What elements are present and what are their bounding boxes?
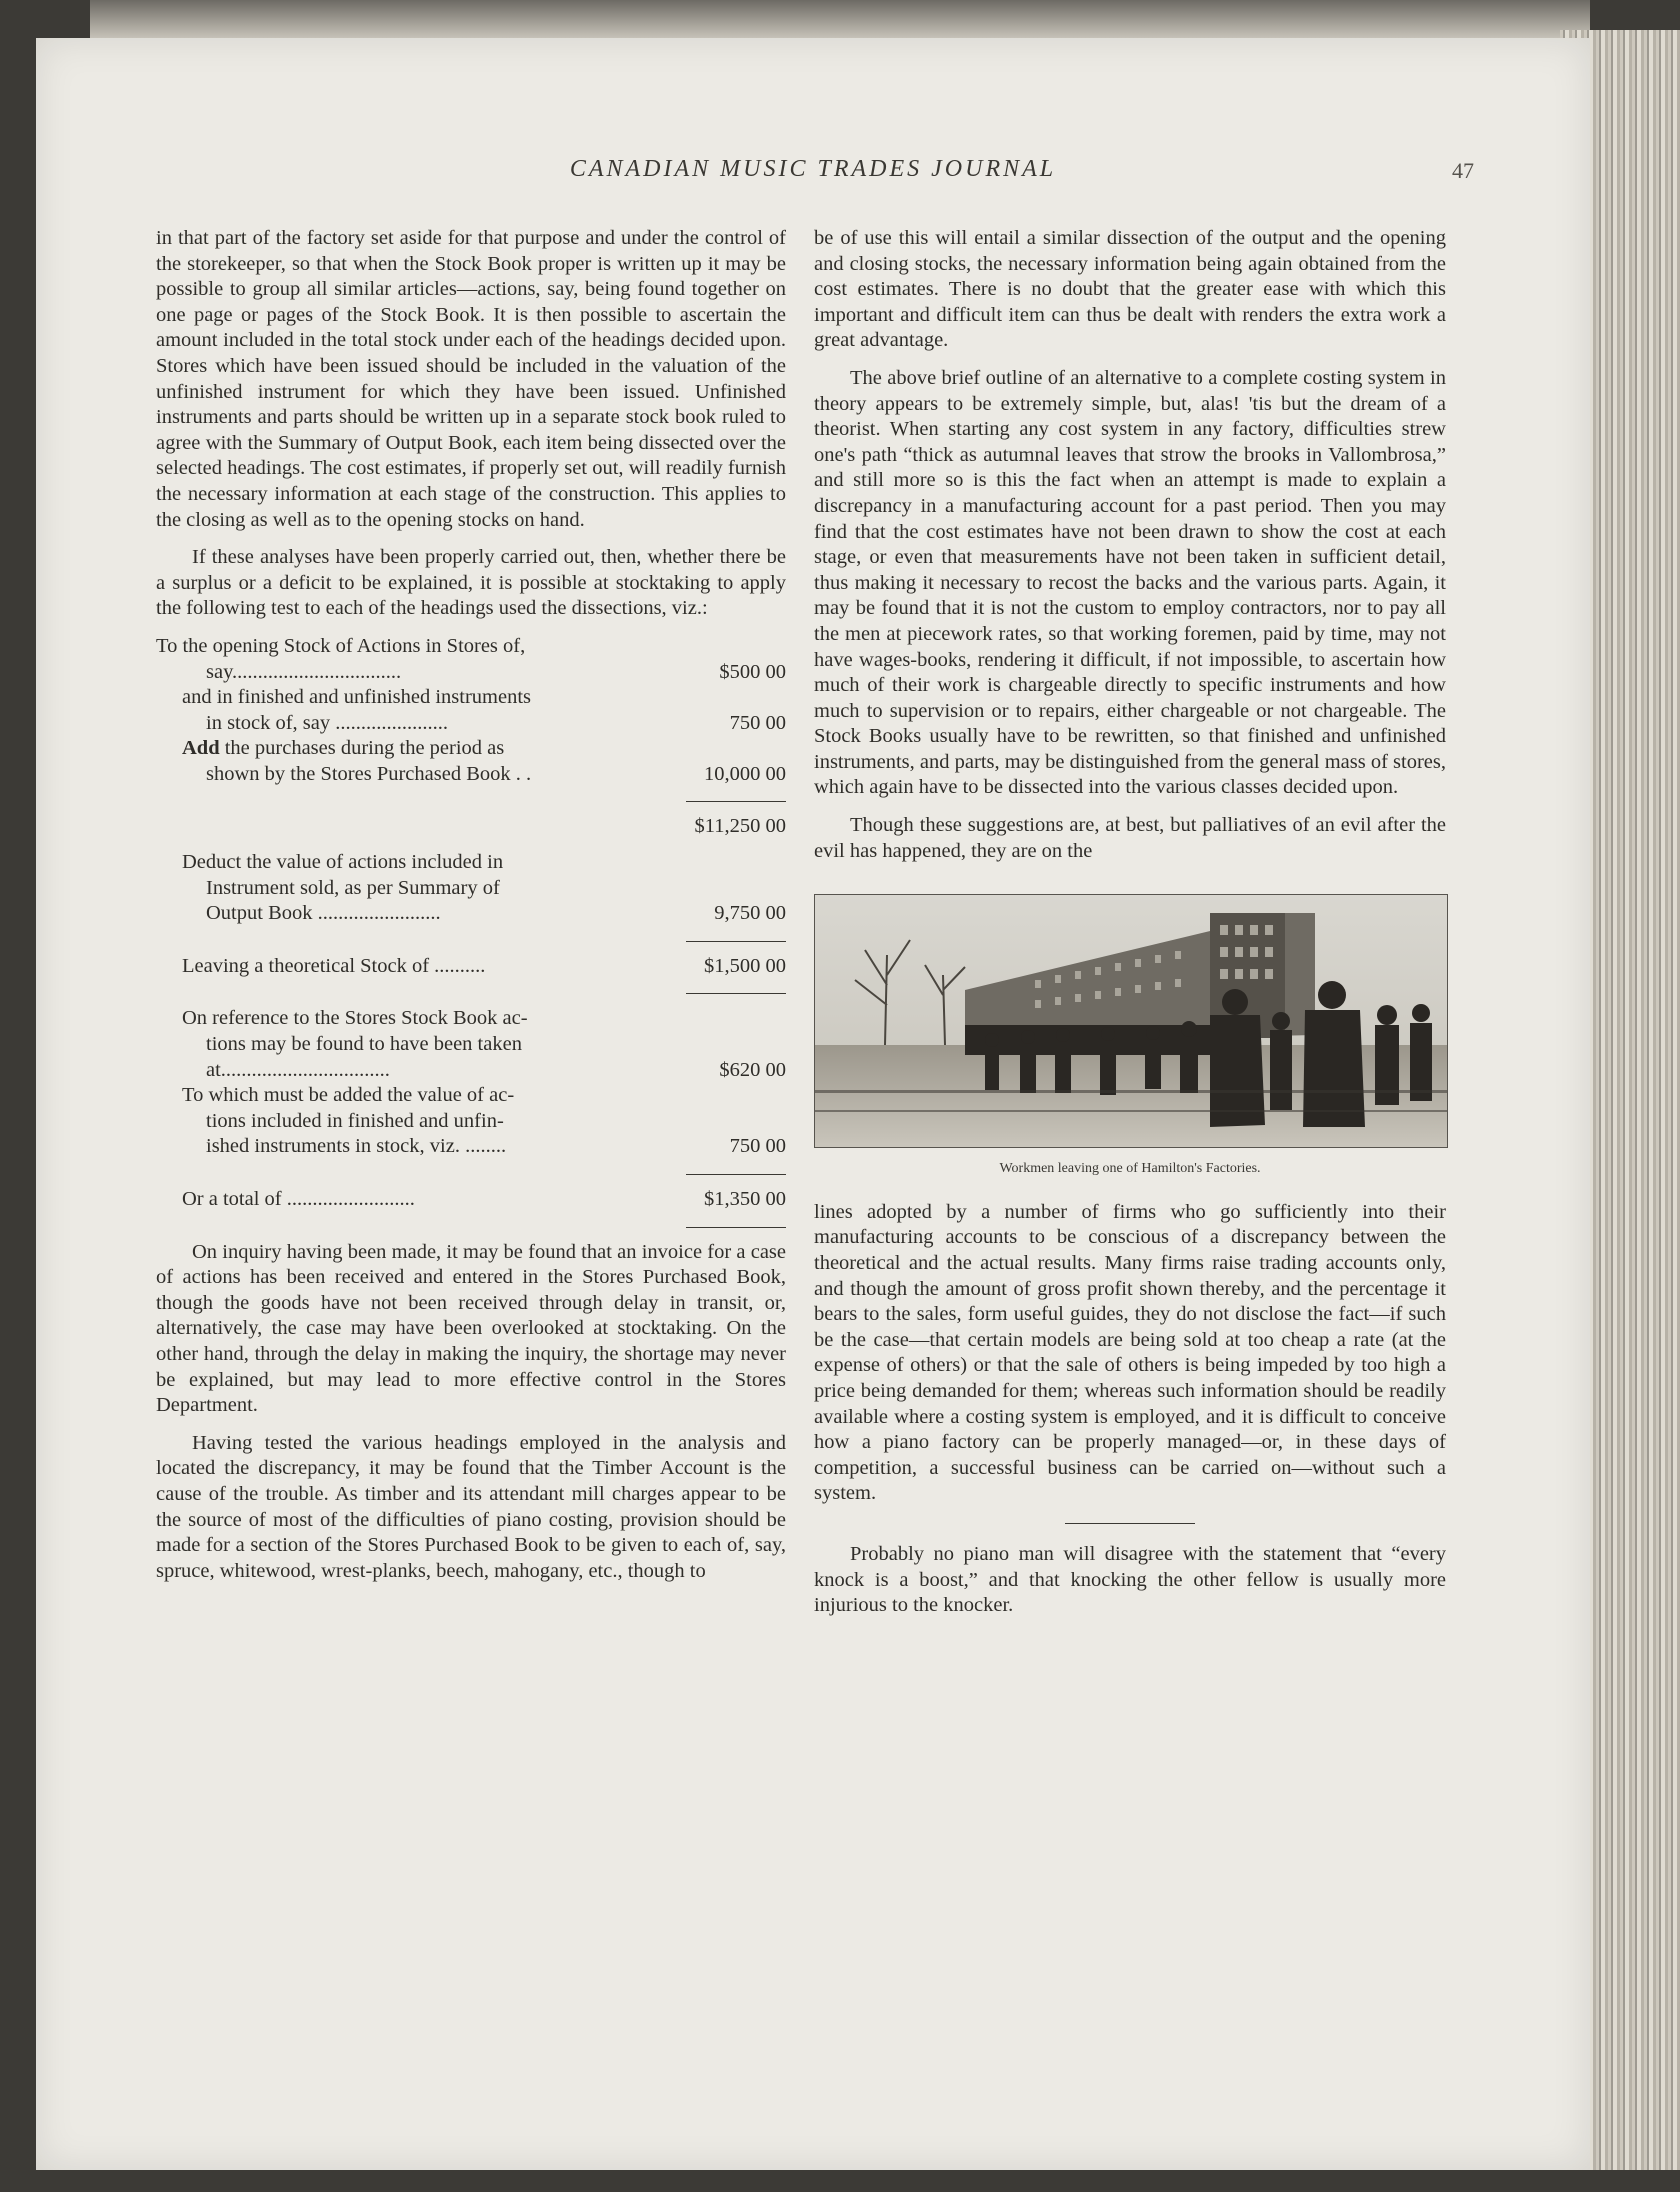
ledger-desc: shown by the Stores Purchased Book . . (206, 762, 532, 785)
ledger-amount: $1,350 00 (704, 1188, 786, 1210)
ledger-row (156, 1083, 786, 1109)
ledger-amount: $500 00 (719, 660, 786, 683)
ledger-desc: and in finished and unfinished instruments (182, 686, 532, 709)
ledger-desc: Output Book ........................ (206, 902, 441, 925)
ledger-rule (686, 1227, 786, 1228)
ledger-desc: Instrument sold, as per Summary of (206, 876, 500, 899)
ledger-subtotal: $11,250 00 (694, 815, 786, 838)
ledger-row (156, 1058, 786, 1084)
running-title: CANADIAN MUSIC TRADES JOURNAL (569, 156, 1057, 182)
journal-page (36, 38, 1590, 2170)
ledger-desc: On reference to the Stores Stock Book ac- (182, 1007, 528, 1030)
factory-photo-illustration (815, 895, 1447, 1147)
left-paragraph-1: in that part of the factory set aside for that purpose and under the control of the storekeeper, so that when the Stock Book proper is written up it may be possible to group all similar articles—actions, say, being found together on one page or pages of the Stock Book. It is then possible to ascertain the amount included in the total stock under each of the headings decided upon. Stores which have been issued should be included in the valuation of the unfinished instrument for which they have been issued. Unfinished instruments and parts should be written up in a separate stock book ruled to agree with the Summary of Output Book, each item being dissected over the selected headings. The cost estimates, if properly set out, will readily furnish the necessary information at each stage of the construction. This applies to the closing as well as to the opening stocks on hand. (156, 227, 786, 531)
ledger-desc: tions may be found to have been taken (206, 1033, 522, 1056)
ledger-amount: 9,750 00 (714, 902, 786, 925)
ledger-row (156, 954, 786, 980)
ledger-rule (686, 801, 786, 802)
ledger-row (156, 1109, 786, 1135)
left-paragraph-2: If these analyses have been properly carried out, then, whether there be a surplus or a deficit to be explained, it is possible at stocktaking to apply the following test to each of the headings used the dissections, viz.: (156, 546, 786, 620)
ledger-desc: tions included in finished and unfin- (206, 1109, 504, 1132)
ledger-row (156, 876, 786, 902)
ledger-desc: say................................. (206, 660, 402, 683)
ledger-row (156, 850, 786, 876)
ledger-row (156, 736, 786, 762)
left-paragraph-3: On inquiry having been made, it may be found that an invoice for a case of actions has been received and entered in the Stores Purchased Book, though the goods have not been received through delay in transit, or, alternatively, the case may have been overlooked at stocktaking. On the other hand, through the delay in making the inquiry, the shortage may never be explained, but may lead to more effective control in the Stores Department. (156, 1240, 786, 1417)
right-paragraph-5: Probably no piano man will disagree with the statement that “every knock is a boost,” and that knocking the other fellow is usually more injurious to the knocker. (814, 1542, 1446, 1617)
ledger-desc-text: the purchases during the period as (224, 737, 505, 760)
ledger-row (156, 1032, 786, 1058)
ledger-row (156, 1134, 786, 1160)
ledger-row (156, 711, 786, 737)
stock-ledger (156, 634, 786, 1228)
right-paragraph-1: be of use this will entail a similar dissection of the output and the opening and closing stocks, the necessary information being again obtained from the cost estimates. There is no doubt that the greater ease with which this important and difficult item can thus be dealt with renders the extra work a great advantage. (814, 227, 1446, 352)
add-label: Add (182, 737, 220, 760)
section-divider (1065, 1523, 1195, 1524)
figure-caption: Workmen leaving one of Hamilton's Factories. (999, 1161, 1261, 1177)
ledger-amount: 10,000 00 (704, 762, 786, 785)
ledger-desc: Or a total of ......................... (182, 1188, 415, 1210)
ledger-row (156, 685, 786, 711)
factory-photograph (814, 894, 1448, 1148)
ledger-desc: To which must be added the value of ac- (182, 1084, 515, 1107)
ledger-amount: $1,500 00 (704, 954, 786, 977)
ledger-row (156, 814, 786, 840)
ledger-amount: 750 00 (729, 1135, 786, 1158)
ledger-row (156, 660, 786, 686)
ledger-rule (686, 1174, 786, 1175)
left-column (156, 226, 786, 1596)
ledger-desc: ished instruments in stock, viz. ........ (206, 1135, 507, 1158)
ledger-amount: $620 00 (719, 1058, 786, 1081)
ledger-desc: at................................. (206, 1058, 390, 1081)
right-paragraph-2: The above brief outline of an alternative to a complete costing system in theory appears to be extremely simple, but, alas! 'tis but the dream of a theorist. When starting any cost system in any factory, difficulties strew one's path “thick as autumnal leaves that strow the brooks in Vallombrosa,” and still more so is this the fact when an attempt is made to explain a discrepancy in a manufacturing account for a past period. Then you may find that the cost estimates have not been drawn to show the cost at each stage, or even that measurements have not been taken in sufficient detail, thus making it necessary to recost the backs and the various parts. Again, it may be found that it is not the custom to employ contractors, nor to pay all the men at piecework rates, so that working foremen, paid by time, may not have wages-books, rendering it difficult, if not impossible, to ascertain how much of their work is chargeable directly to specific instruments and how much to supervision or to repairs, either chargeable or not chargeable. The Stock Books usually have to be rewritten, so that finished and unfinished instruments, and parts, may be distinguished from the general mass of stores, which again have to be dissected into the various classes decided upon. (814, 366, 1446, 799)
ledger-row (156, 901, 786, 927)
ledger-rule (686, 941, 786, 942)
right-paragraph-4: lines adopted by a number of firms who go sufficiently into their manufacturing accounts to be conscious of a discrepancy between the theoretical and the actual results. Many firms raise trading accounts only, and though the amount of gross profit shown thereby, and the percentage it bears to the sales, form useful guides, they do not disclose the fact—if such be the case—that certain models are being sold at too cheap a rate (at the expense of others) or that the sale of others is being impeded by too high a price being demanded for them; whereas such information should be readily available where a costing system is employed, and it is difficult to conceive how a piano factory can be properly managed—or, in these days of competition, a successful business can be carried on—without such a system. (814, 1200, 1446, 1505)
right-column (814, 226, 1446, 1631)
ledger-row (156, 762, 786, 788)
ledger-desc: Deduct the value of actions included in (182, 851, 504, 874)
page-number: 47 (1452, 158, 1474, 183)
right-paragraph-3: Though these suggestions are, at best, but palliatives of an evil after the evil has happened, they are on the (814, 814, 1446, 862)
ledger-desc (156, 736, 668, 762)
ledger-row (156, 1006, 786, 1032)
ledger-amount: 750 00 (729, 711, 786, 734)
ledger-desc: in stock of, say ...................... (206, 711, 448, 734)
ledger-row (156, 1187, 786, 1213)
ledger-desc: To the opening Stock of Actions in Stores of, (156, 634, 526, 657)
ledger-row (156, 634, 786, 660)
ledger-rule (686, 993, 786, 994)
ledger-desc: Leaving a theoretical Stock of .......... (182, 954, 486, 977)
left-paragraph-4: Having tested the various headings employed in the analysis and located the discrepancy, it may be found that the Timber Account is the cause of the trouble. As timber and its attendant mill charges appear to be the source of most of the difficulties of piano costing, provision should be made for a section of the Stores Purchased Book to be given to each of, say, spruce, whitewood, wrest-planks, beech, mahogany, etc., though to (156, 1431, 786, 1582)
